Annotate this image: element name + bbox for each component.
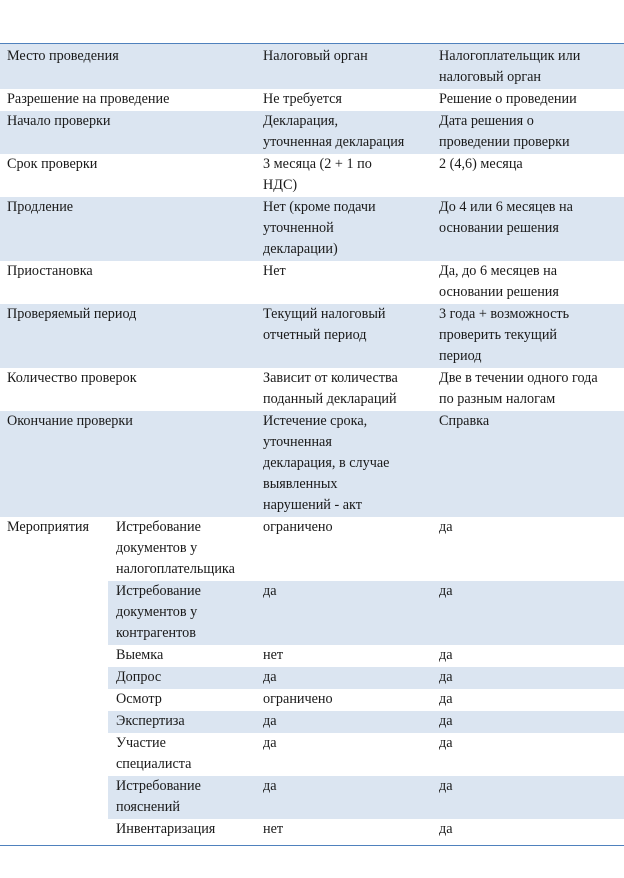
field-audit-value: да bbox=[432, 711, 624, 733]
tax-office-value: 3 месяца (2 + 1 по НДС) bbox=[263, 156, 372, 193]
field-audit-value: да bbox=[432, 667, 624, 689]
tax-office-value: нет bbox=[263, 647, 284, 663]
table-row bbox=[0, 197, 624, 261]
table-row bbox=[0, 411, 624, 517]
field-audit-value: да bbox=[432, 776, 624, 819]
row-label: Окончание проверки bbox=[0, 411, 256, 517]
table-row bbox=[0, 111, 624, 154]
field-audit-value: Решение о проведении bbox=[439, 91, 577, 107]
tax-office-value: да bbox=[263, 735, 277, 751]
table-row bbox=[0, 368, 624, 411]
field-audit-value: 3 года + возможность проверить текущий период bbox=[432, 304, 624, 368]
field-audit-value: Да, до 6 месяцев на основании решения bbox=[439, 263, 559, 300]
measures-group-label: Мероприятия bbox=[7, 519, 90, 535]
row-label: Приостановка bbox=[7, 263, 93, 279]
table-row bbox=[0, 304, 624, 368]
measure-label: Истребование документов у контрагентов bbox=[108, 581, 256, 645]
table-body bbox=[0, 44, 624, 841]
field-audit-value: До 4 или 6 месяцев на основании решения bbox=[432, 197, 624, 261]
tax-office-value: Нет bbox=[263, 263, 286, 279]
field-audit-value: да bbox=[439, 647, 453, 663]
tax-office-value: нет bbox=[263, 821, 284, 837]
measure-label: Допрос bbox=[108, 667, 256, 689]
field-audit-value: да bbox=[439, 519, 453, 535]
field-audit-value: Справка bbox=[432, 411, 624, 517]
measure-label: Истребование документов у налогоплательщика bbox=[116, 519, 235, 577]
table-row bbox=[0, 261, 624, 304]
measure-label: Участие специалиста bbox=[116, 735, 192, 772]
tax-office-value: Зависит от количества поданный деклараций bbox=[263, 370, 398, 407]
table-row bbox=[0, 89, 624, 111]
field-audit-value: 2 (4,6) месяца bbox=[439, 156, 523, 172]
tax-office-value: ограничено bbox=[263, 519, 333, 535]
tax-office-value: да bbox=[256, 711, 432, 733]
tax-office-value: да bbox=[256, 581, 432, 645]
measure-label: Истребование пояснений bbox=[108, 776, 256, 819]
measure-label: Экспертиза bbox=[108, 711, 256, 733]
tax-office-value: Истечение срока, уточненная декларация, в случае выявленных нарушений - акт bbox=[256, 411, 432, 517]
comparison-table bbox=[0, 44, 624, 841]
field-audit-value: да bbox=[439, 821, 453, 837]
row-label: Количество проверок bbox=[7, 370, 137, 386]
measure-label: Осмотр bbox=[116, 691, 162, 707]
row-label: Срок проверки bbox=[7, 156, 98, 172]
row-label: Проверяемый период bbox=[0, 304, 256, 368]
measure-label: Инвентаризация bbox=[116, 821, 216, 837]
tax-office-value: Текущий налоговый отчетный период bbox=[256, 304, 432, 368]
table-row bbox=[0, 44, 624, 89]
tax-office-value: Не требуется bbox=[263, 91, 342, 107]
table-bottom-rule bbox=[0, 845, 624, 846]
tax-office-value: Декларация, уточненная декларация bbox=[256, 111, 432, 154]
tax-office-value: да bbox=[256, 776, 432, 819]
field-audit-value: да bbox=[432, 581, 624, 645]
row-label: Продление bbox=[0, 197, 256, 261]
field-audit-value: Две в течении одного года по разным налогам bbox=[439, 370, 598, 407]
field-audit-value: Налогоплательщик или налоговый орган bbox=[432, 44, 624, 89]
table-row bbox=[0, 154, 624, 197]
measure-label: Выемка bbox=[116, 647, 164, 663]
row-label: Разрешение на проведение bbox=[7, 91, 170, 107]
table-row bbox=[0, 517, 624, 581]
field-audit-value: Дата решения о проведении проверки bbox=[432, 111, 624, 154]
tax-office-value: ограничено bbox=[263, 691, 333, 707]
row-label: Место проведения bbox=[0, 44, 256, 89]
tax-office-value: Нет (кроме подачи уточненной декларации) bbox=[256, 197, 432, 261]
tax-office-value: Налоговый орган bbox=[256, 44, 432, 89]
tax-office-value: да bbox=[256, 667, 432, 689]
row-label: Начало проверки bbox=[0, 111, 256, 154]
field-audit-value: да bbox=[439, 735, 453, 751]
field-audit-value: да bbox=[439, 691, 453, 707]
